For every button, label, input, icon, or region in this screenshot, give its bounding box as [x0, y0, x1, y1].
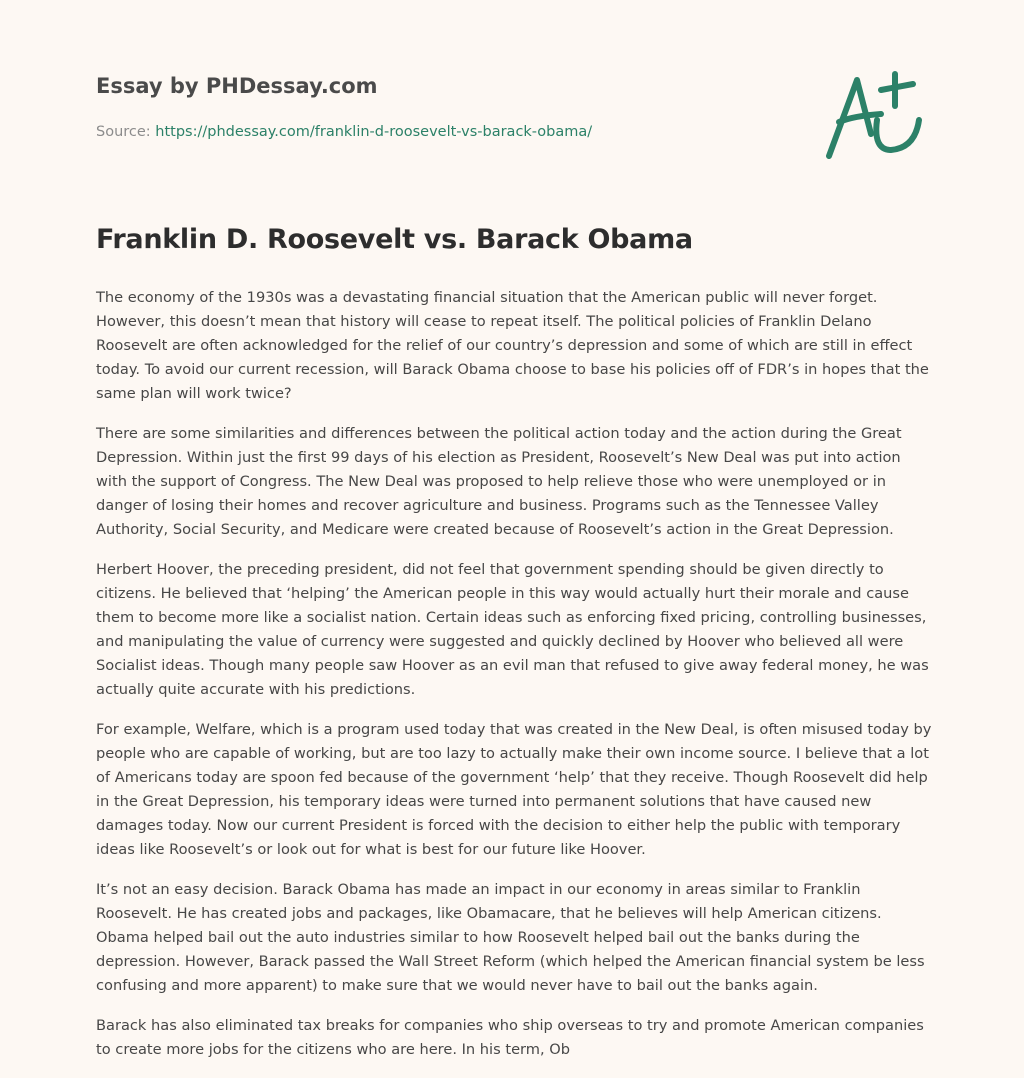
source-label: Source:	[96, 124, 156, 140]
article-paragraph: Barack has also eliminated tax breaks for companies who ship overseas to try and promote American companies to create more jobs for the citizens who are here. In his term, Ob	[96, 1017, 924, 1058]
article-paragraph: Herbert Hoover, the preceding president, did not feel that government spending should be given directly to citizens. He believed that ‘helping’ the American people in this way would actually hurt their morale and cause them to become more like a socialist nation. Certain ideas such as enforcing fixed pricing, controlling businesses, and manipulating the value of currency were suggested and quickly declined by Hoover who believed all were Socialist ideas. Though many people saw Hoover as an evil man that refused to give away federal money, he was actually quite accurate with his predictions.	[96, 561, 929, 698]
article-paragraph: For example, Welfare, which is a program used today that was created in the New Deal, is often misused today by people who are capable of working, but are too lazy to actually make their own income source. I believe that a lot of Americans today are spoon fed because of the government ‘help’ that they receive. Though Roosevelt did help in the Great Depression, his temporary ideas were turned into permanent solutions that have caused new damages today. Now our current President is forced with the decision to either help the public with temporary ideas like Roosevelt’s or look out for what is best for our future like Hoover.	[96, 721, 932, 858]
site-brand: Essay by PHDessay.com	[96, 74, 378, 98]
source-link[interactable]: https://phdessay.com/franklin-d-roosevelt-vs-barack-obama/	[155, 124, 593, 140]
site-header	[96, 74, 928, 98]
a-plus-logo-icon	[815, 66, 930, 166]
article-paragraph: There are some similarities and differences between the political action today and the action during the Great Depression. Within just the first 99 days of his election as President, Roosevelt’s New Deal was put into action with the support of Congress. The New Deal was proposed to help relieve those who were unemployed or in danger of losing their homes and recover agriculture and business. Programs such as the Tennessee Valley Authority, Social Security, and Medicare were created because of Roosevelt’s action in the Great Depression.	[96, 425, 902, 538]
source-line	[96, 124, 592, 140]
article-title: Franklin D. Roosevelt vs. Barack Obama	[96, 224, 693, 255]
article-paragraph: The economy of the 1930s was a devastating financial situation that the American public will never forget. However, this doesn’t mean that history will cease to repeat itself. The political policies of Franklin Delano Roosevelt are often acknowledged for the relief of our country’s depression and some of which are still in effect today. To avoid our current recession, will Barack Obama choose to base his policies off of FDR’s in hopes that the same plan will work twice?	[96, 289, 929, 402]
article-body	[96, 286, 932, 1078]
article-paragraph: It’s not an easy decision. Barack Obama has made an impact in our economy in areas similar to Franklin Roosevelt. He has created jobs and packages, like Obamacare, that he believes will help American citizens. Obama helped bail out the auto industries similar to how Roosevelt helped bail out the banks during the depression. However, Barack passed the Wall Street Reform (which helped the American financial system be less confusing and more apparent) to make sure that we would never have to bail out the banks again.	[96, 881, 925, 994]
